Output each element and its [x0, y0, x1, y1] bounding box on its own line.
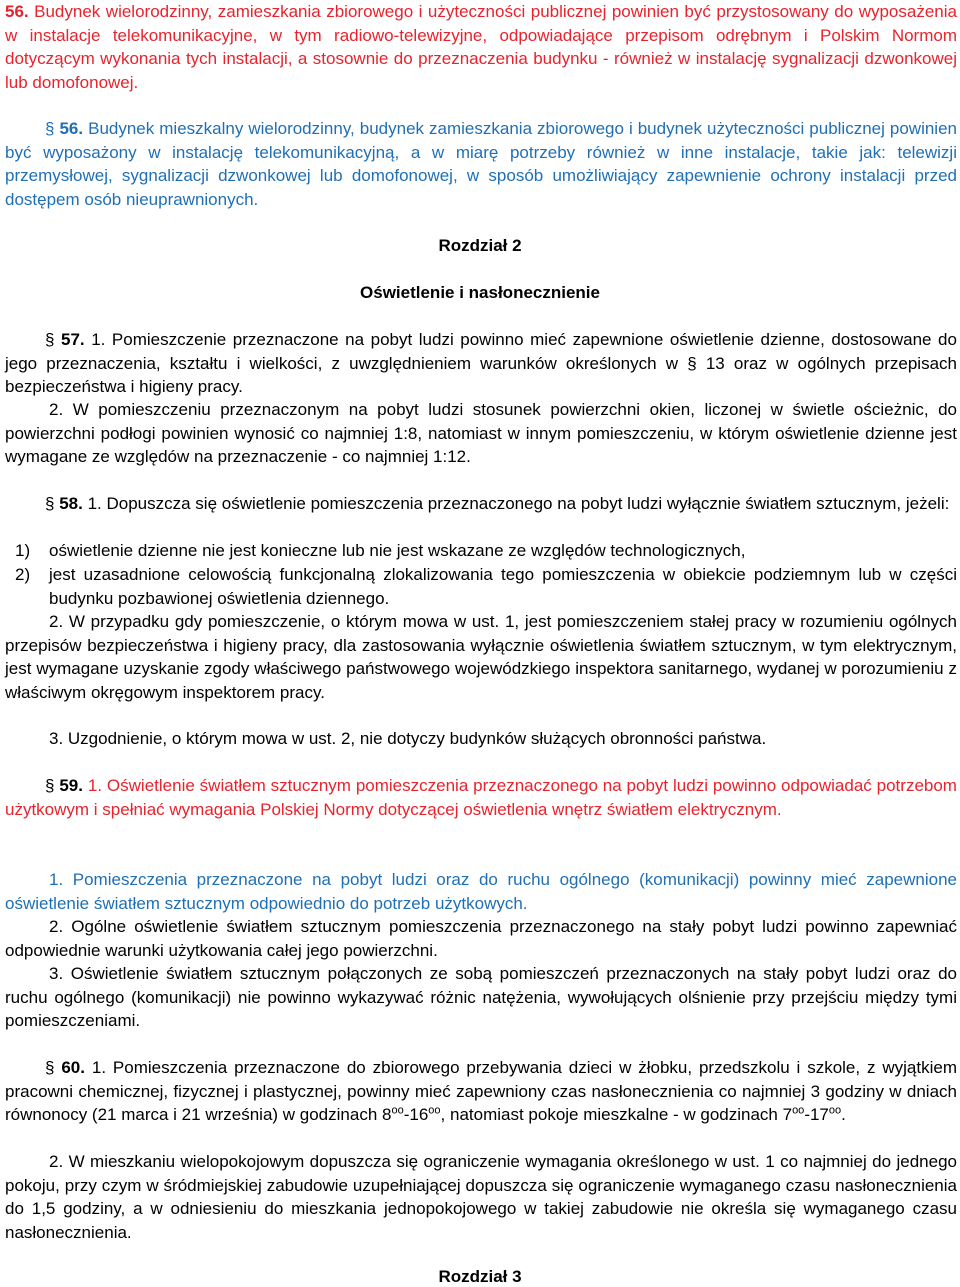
paragraph-59-ust-1-new: 1. Pomieszczenia przeznaczone na pobyt ludzi oraz do ruchu ogólnego (komunikacji) powinny mieć zapewnione oświetlenie światłem sztucznym odpowiednio do potrzeb użytkowych. — [5, 870, 957, 913]
paragraph-57-ust-1 — [5, 328, 957, 399]
paragraph-57-number: 57. — [61, 330, 85, 349]
section-sign: § — [45, 494, 55, 513]
paragraph-58-ust-2: 2. W przypadku gdy pomieszczenie, o którym mowa w ust. 1, jest pomieszczeniem stałej pracy w rozumieniu ogólnych przepisów bezpieczeństwa i higieny pracy, dla zastosowania wyłącznie oświetlenia światłem sztucznym, w tym elektrycznym, jest wymagane uzyskanie zgody właściwego państwowego wojewódzkiego inspektora sanitarnego, wydanej w porozumieniu z właściwym okręgowym inspektorem pracy. — [5, 612, 957, 702]
paragraph-60-ust-2: 2. W mieszkaniu wielopokojowym dopuszcza się ograniczenie wymagania określonego w ust. 1 co najmniej do jednego pokoju, przy czym w śródmiejskiej zabudowie uzupełniającej dopuszcza się ograniczenie wymaganego czasu nasłonecznienia do 1,5 godziny, a w odniesieniu do mieszkania jednopokojowego w takiej zabudowie nie określa się wymaganego czasu nasłonecznienia. — [5, 1152, 957, 1242]
paragraph-60-number: 60. — [61, 1058, 85, 1077]
paragraph-58-number: 58. — [59, 494, 83, 513]
paragraph-57-ust-1-text: 1. Pomieszczenie przeznaczone na pobyt ludzi powinno mieć zapewnione oświetlenie dzienne, dostosowane do jego przeznaczenia, kształtu i wielkości, z uwzględnieniem warunków określonych w § 13 oraz w ogólnych przepisach bezpieczeństwa i higieny pracy. — [5, 330, 957, 396]
list-item-text: jest uzasadnione celowością funkcjonalną zlokalizowania tego pomieszczenia w obiekcie podziemnym lub w części budynku pozbawionej oświetlenia dziennego. — [49, 565, 957, 608]
paragraph-59-ust-3: 3. Oświetlenie światłem sztucznym połączonych ze sobą pomieszczeń przeznaczonych na stały pobyt ludzi oraz do ruchu ogólnego (komunikacji) nie powinno wykazywać różnic natężenia, wywołujących olśnienie przy przejściu między tymi pomieszczeniami. — [5, 964, 957, 1030]
section-sign: § — [45, 330, 55, 349]
list-item-text: oświetlenie dzienne nie jest konieczne lub nie jest wskazane ze względów technologicznych, — [49, 541, 746, 560]
section-sign: § — [45, 1058, 55, 1077]
list-item-number: 1) — [15, 541, 31, 560]
paragraph-56-old-number: 56. — [5, 2, 29, 21]
superscript: oo — [428, 1104, 441, 1117]
paragraph-60-ust-1-text: -16 — [403, 1105, 429, 1124]
paragraph-60-ust-1-text: 1. Pomieszczenia przeznaczone do zbiorowego przebywania dzieci w żłobku, przedszkolu i szkole, z wyjątkiem pracowni chemicznej, fizycznej i plastycznej, powinny mieć zapewniony czas nasłonecznienia co najmniej 3 godziny w dniach równonocy (21 marca i 21 września) w godzinach 8 — [5, 1058, 957, 1124]
list-item — [5, 563, 957, 610]
paragraph-60-ust-1-text: . — [841, 1105, 846, 1124]
superscript: oo — [792, 1104, 805, 1117]
chapter-2-label: Rozdział 2 — [438, 236, 522, 255]
paragraph-58-ust-3: 3. Uzgodnienie, o którym mowa w ust. 2, nie dotyczy budynków służących obronności państwa. — [49, 729, 767, 748]
paragraph-56-old — [5, 0, 957, 94]
chapter-3-label: Rozdział 3 — [438, 1267, 522, 1286]
paragraph-56-old-text: Budynek wielorodzinny, zamieszkania zbiorowego i użyteczności publicznej powinien być przystosowany do wyposażenia w instalacje telekomunikacyjne, w tym radiowo-telewizyjne, odpowiadające przepisom odrębnym i Polskim Normom dotyczącym wykonania tych instalacji, a stosownie do przeznaczenia budynku - również w instalację sygnalizacji dzwonkowej lub domofonowej. — [5, 2, 957, 92]
section-sign: § — [45, 776, 55, 795]
chapter-2-title: Oświetlenie i nasłonecznienie — [360, 283, 600, 302]
paragraph-59-number: 59. — [59, 776, 83, 795]
list-item-number: 2) — [15, 565, 31, 584]
paragraph-59-ust-1-old — [5, 774, 957, 821]
paragraph-58-ust-1 — [5, 492, 957, 516]
paragraph-57-ust-2: 2. W pomieszczeniu przeznaczonym na pobyt ludzi stosunek powierzchni okien, liczonej w świetle ościeżnic, do powierzchni podłogi powinien wynosić co najmniej 1:8, natomiast w innym pomieszczeniu, w którym oświetlenie dzienne jest wymagane ze względów na przeznaczenie - co najmniej 1:12. — [5, 400, 957, 466]
paragraph-60-ust-1-text: -17 — [804, 1105, 829, 1124]
paragraph-59-ust-1-old-text: Oświetlenie światłem sztucznym pomieszczenia przeznaczonego na pobyt ludzi powinno odpowiadać potrzebom użytkowym i spełniać wymagania Polskiej Normy dotyczącej oświetlenia wnętrz światłem elektrycznym. — [5, 776, 957, 819]
paragraph-58-ust-1-text: 1. Dopuszcza się oświetlenie pomieszczenia przeznaczonego na pobyt ludzi wyłącznie światłem sztucznym, jeżeli: — [87, 494, 950, 513]
superscript: oo — [828, 1104, 842, 1117]
section-sign: § — [45, 119, 55, 138]
paragraph-59-ust-1-old-number: 1. — [87, 776, 103, 795]
paragraph-56-new-number: 56. — [59, 119, 84, 138]
paragraph-60-ust-1-text: , natomiast pokoje mieszkalne - w godzinach 7 — [440, 1105, 793, 1124]
paragraph-60-ust-1 — [5, 1056, 957, 1127]
superscript: oo — [391, 1104, 404, 1117]
paragraph-59-ust-2: 2. Ogólne oświetlenie światłem sztucznym pomieszczenia przeznaczonego na stały pobyt ludzi powinno zapewniać odpowiednie warunki użytkowania całej jego powierzchni. — [5, 917, 957, 960]
paragraph-56-new — [5, 117, 957, 211]
list-item — [5, 539, 957, 563]
paragraph-56-new-text: Budynek mieszkalny wielorodzinny, budynek zamieszkania zbiorowego i budynek użyteczności publicznej powinien być wyposażony w instalację telekomunikacyjną, a w miarę potrzeby również w inne instalacje, takie jak: telewizji przemysłowej, sygnalizacji dzwonkowej lub domofonowej, w sposób umożliwiający zapewnienie ochrony instalacji przed dostępem osób nieuprawnionych. — [5, 119, 957, 209]
